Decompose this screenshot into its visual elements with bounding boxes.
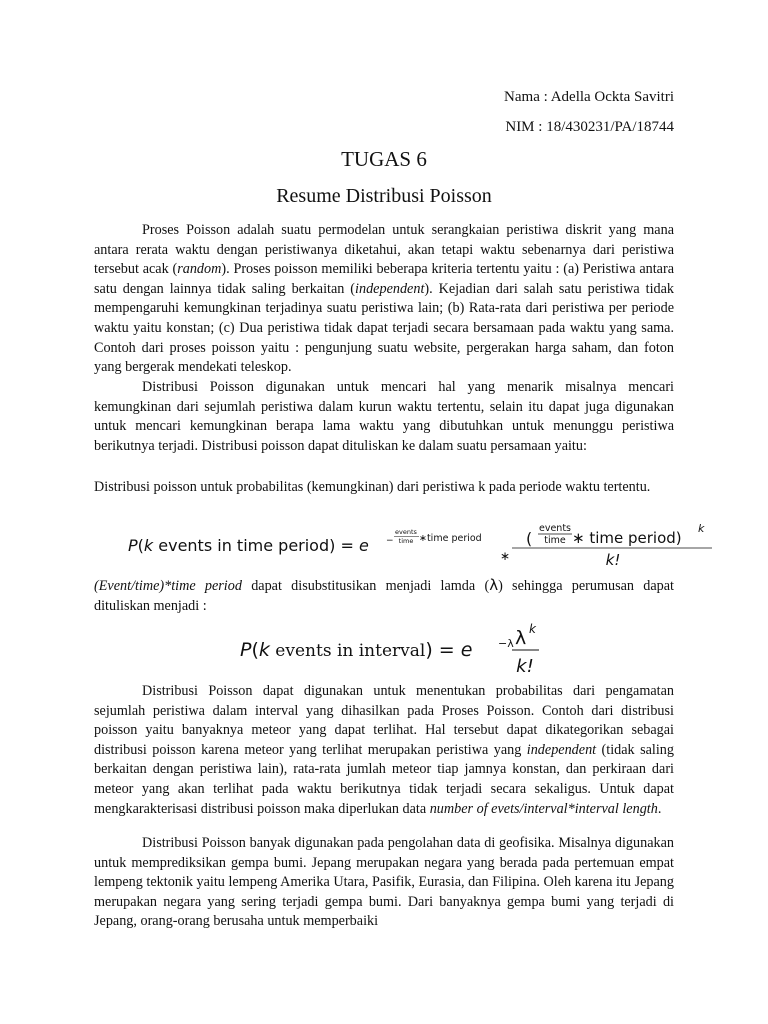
text-run: ) sehingga perumusan dapat dituliskan menjadi : (94, 578, 674, 614)
exp-frac-den: time (398, 537, 414, 545)
formula-p: P (240, 639, 252, 661)
italic-term: (Event/time)*time period (94, 578, 242, 594)
denominator-k-factorial: k! (605, 551, 621, 569)
formula-p: P (128, 536, 138, 555)
formula-k: k (143, 536, 154, 555)
italic-term: random (177, 261, 222, 278)
text-run: (tidak saling berkaitan dengan peristiwa lain), rata-rata jumlah meteor tiap jamnya konstan, dan perkiraan dari meteor yang akan terlihat pada waktu berikutnya tidak terjadi secara sekaligus. Untuk dapat mengkarakterisasi distribusi poisson maka diperlukan data (94, 741, 674, 817)
denominator-k-factorial: k! (516, 656, 534, 677)
formula-lhs-text: events in time period) = (153, 536, 359, 555)
paragraph-meteor-example (94, 682, 674, 819)
exp-frac-num: events (395, 528, 417, 536)
multiply-star: ∗ (500, 549, 511, 563)
poisson-formula-interval (240, 620, 540, 680)
text-run: dapat disubstitusikan menjadi lamda ( (241, 578, 490, 594)
student-nim: NIM : 18/430231/PA/18744 (505, 119, 674, 135)
document-subtitle: Resume Distribusi Poisson (276, 185, 492, 207)
num-open-paren: ( (526, 529, 533, 548)
text-run: ). Kejadian dari salah satu peristiwa tidak mempengaruhi kemungkinan terjadinya suatu peristiwa lain; (b) Rata-rata dari peristiwa per periode waktu yaitu konstan; (c) Dua peristiwa tidak dapat terjadi secara bersamaan pada waktu yang sama. Contoh dari proses poisson yaitu : pengunjung suatu website, pergerakan harga saham, dan foton yang bergerak mendekati teleskop. (94, 280, 674, 376)
text-run: Proses Poisson adalah suatu permodelan untuk serangkaian peristiwa diskrit yang mana antara rerata waktu dengan peristiwanya diketahui, akan tetapi waktu sebenarnya dari peristiwa tersebut acak ( (94, 222, 674, 278)
text-run: . (657, 800, 662, 817)
student-name: Nama : Adella Ockta Savitri (504, 89, 674, 105)
formula-e: e (460, 639, 473, 661)
text-run: Distribusi Poisson dapat digunakan untuk menentukan probabilitas dari pengamatan sejumlah peristiwa dalam interval yang dihasilkan pada Proses Poisson. Contoh dari distribusi poisson yaitu banyaknya meteor yang dapat terlihat. Hal tersebut dapat dikategorikan sebagai distribusi poisson karena meteor yang terlihat merupakan peristiwa yang (94, 683, 674, 758)
paragraph-geofisika: Distribusi Poisson banyak digunakan pada pengolahan data di geofisika. Misalnya digunakan untuk memprediksikan gempa bumi. Jepang merupakan negara yang berada pada pertemuan empat lempeng tektonik yaitu lempeng Amerika Utara, Pasifik, Eurasia, dan Filipina. Oleh karena itu Jepang merupakan negara yang sering terjadi gempa bumi. Dari banyaknya gempa bumi yang terjadi di Jepang, orang-orang berusaha untuk memperbaiki (94, 835, 674, 930)
poisson-formula-time-period (128, 520, 728, 570)
svg-text:P(k events in interval) = e (240, 639, 472, 661)
paragraph-proses-poisson (94, 221, 674, 378)
formula-close: ) = (425, 639, 461, 661)
paragraph-formula-intro: Distribusi poisson untuk probabilitas (kemungkinan) dari peristiwa k pada periode waktu tertentu. (94, 479, 651, 495)
num-frac-num: events (538, 523, 572, 534)
formula-paren: ( (251, 639, 259, 661)
paragraph-substitution (94, 576, 674, 616)
exp-minus-lambda: −λ (498, 637, 514, 650)
num-tail: ∗ time period) (572, 529, 682, 547)
formula-e: e (358, 536, 369, 555)
italic-term: independent (355, 280, 425, 297)
paragraph-distribusi-poisson: Distribusi Poisson digunakan untuk mencari hal yang menarik misalnya mencari kemungkinan dari sejumlah peristiwa dalam kurun waktu tertentu, selain itu dapat juga digunakan untuk mencari kemungkinan berapa lama waktu yang dibutuhkan untuk menunggu peristiwa berikutnya terjadi. Distribusi poisson dapat dituliskan ke dalam suatu persamaan yaitu: (94, 379, 674, 454)
italic-term: independent (526, 741, 597, 758)
exp-tail: ∗time period (419, 533, 482, 544)
formula-k: k (258, 639, 270, 661)
lambda-symbol: λ (489, 576, 499, 594)
num-exp-k: k (529, 622, 536, 636)
num-frac-den: time (544, 535, 566, 546)
italic-term: number of evets/interval*interval length (429, 800, 658, 817)
num-exp-k: k (698, 522, 705, 535)
num-lambda: λ (515, 627, 527, 649)
text-run: ). Proses poisson memiliki beberapa kriteria tertentu yaitu : (a) Peristiwa antara satu dengan lainnya tidak saling berkaitan ( (94, 261, 675, 297)
formula-lhs-text: events in interval (269, 641, 426, 661)
exp-minus: − (386, 536, 394, 546)
svg-text:P(k events in time period) = e (128, 536, 369, 555)
assignment-title: TUGAS 6 (341, 147, 427, 171)
formula-paren: ( (137, 536, 144, 555)
